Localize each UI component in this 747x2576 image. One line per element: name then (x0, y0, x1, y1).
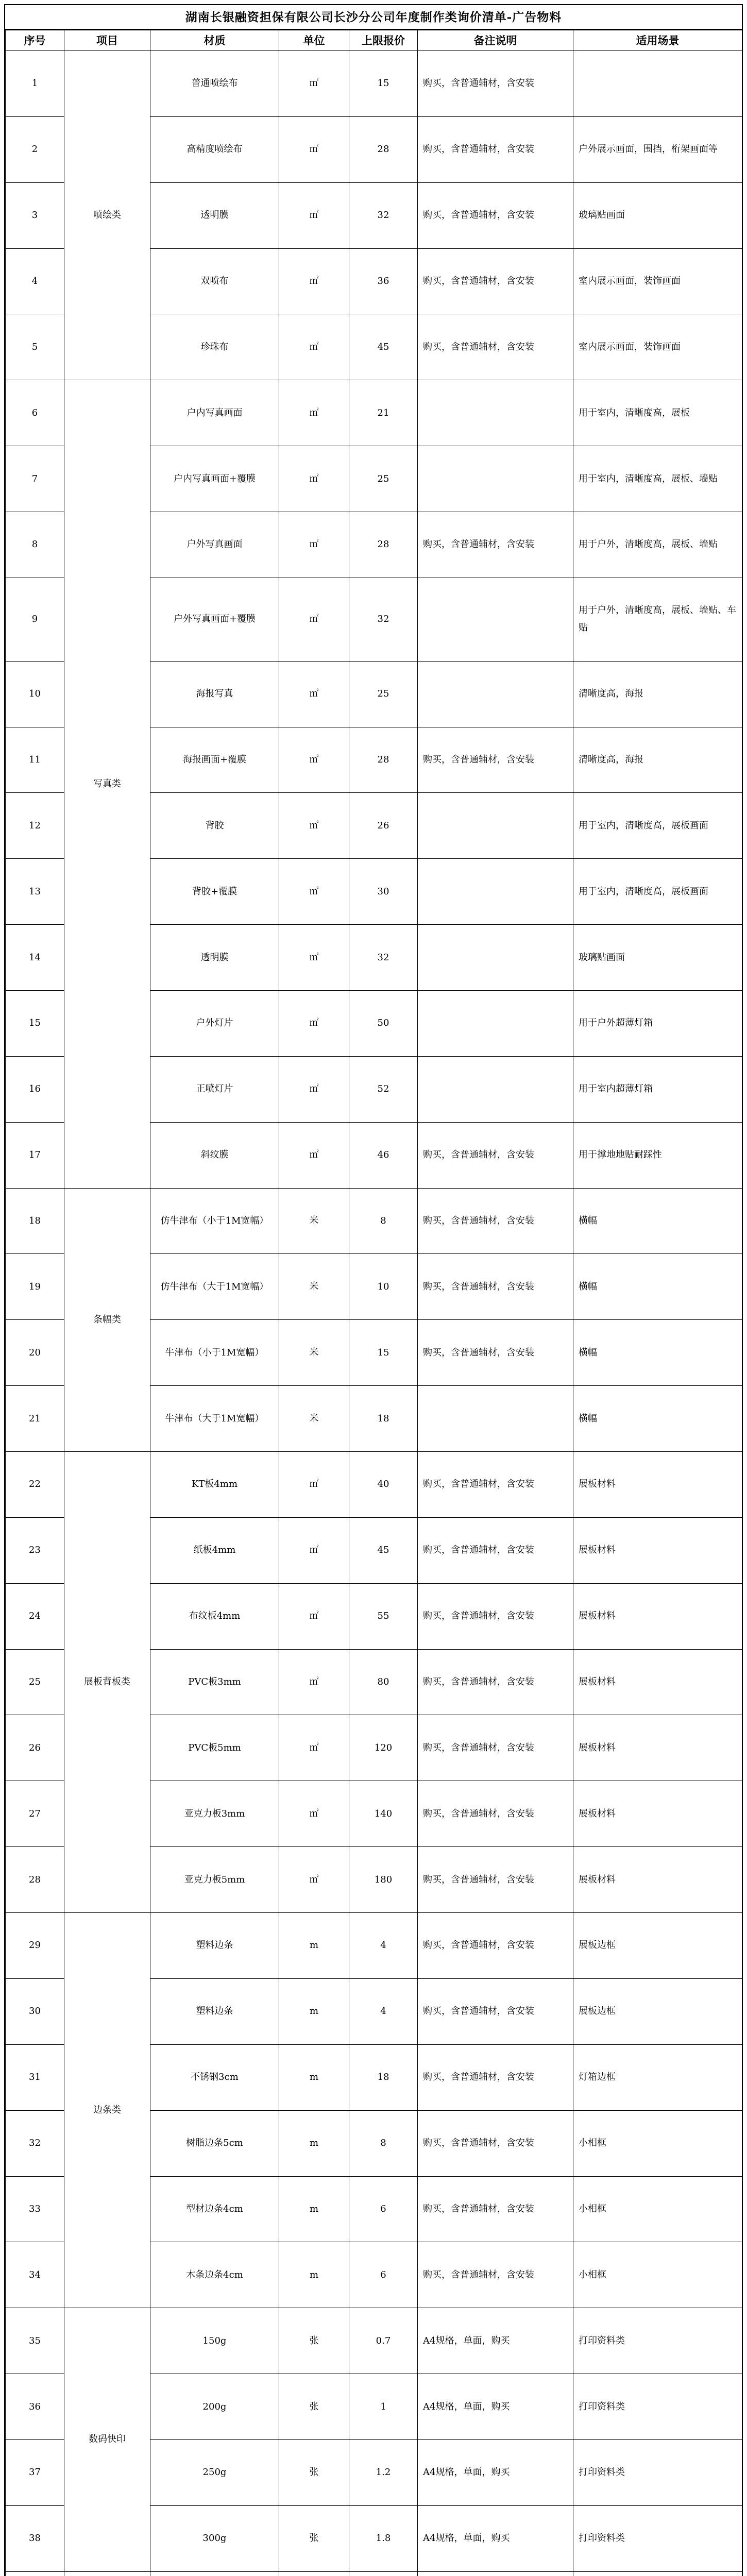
cell-unit: ㎡ (279, 1781, 349, 1847)
cell-remark (418, 2571, 573, 2576)
cell-price: 25 (349, 446, 418, 512)
cell-price: 28 (349, 512, 418, 578)
cell-no: 16 (6, 1056, 64, 1122)
price-table (5, 30, 742, 2576)
cell-no: 24 (6, 1583, 64, 1649)
cell-price: 4 (349, 1978, 418, 2044)
cell-scene: 展板边框 (573, 1913, 742, 1979)
cell-unit: ㎡ (279, 991, 349, 1057)
cell-scene: 室内展示画面，装饰画面 (573, 248, 742, 314)
cell-scene: 打印资料类 (573, 2439, 742, 2505)
cell-material: 背胶 (150, 793, 279, 859)
cell-scene: 用于室内，清晰度高，展板、墙贴 (573, 446, 742, 512)
cell-price: 80 (349, 1649, 418, 1715)
cell-category: 条幅类 (64, 1188, 150, 1451)
cell-no: 26 (6, 1715, 64, 1781)
cell-price: 8 (349, 2110, 418, 2176)
cell-unit: ㎡ (279, 793, 349, 859)
cell-remark: 购买，含普通辅材，含安装 (418, 1847, 573, 1913)
cell-remark (418, 793, 573, 859)
cell-no: 33 (6, 2176, 64, 2242)
cell-material: 正喷灯片 (150, 1056, 279, 1122)
cell-material: PVC板5mm (150, 1715, 279, 1781)
cell-scene: 用于室内超薄灯箱 (573, 1056, 742, 1122)
cell-material: 海报画面+覆膜 (150, 727, 279, 793)
cell-material: PVC板3mm (150, 1649, 279, 1715)
cell-material: 布纹板4mm (150, 1583, 279, 1649)
cell-no: 9 (6, 578, 64, 661)
cell-scene: 展板材料 (573, 1452, 742, 1518)
cell-scene: 横幅 (573, 1386, 742, 1452)
cell-price: 28 (349, 727, 418, 793)
cell-price: 26 (349, 793, 418, 859)
cell-no: 2 (6, 116, 64, 182)
cell-unit: 张 (279, 2505, 349, 2571)
cell-no: 18 (6, 1188, 64, 1254)
cell-material: 海报写真 (150, 661, 279, 727)
cell-material: KT板4mm (150, 1452, 279, 1518)
cell-unit: m (279, 2176, 349, 2242)
cell-remark: 购买，含普通辅材，含安装 (418, 1978, 573, 2044)
cell-unit: m (279, 2044, 349, 2110)
cell-no: 21 (6, 1386, 64, 1452)
cell-remark (418, 578, 573, 661)
cell-price: 4 (349, 1913, 418, 1979)
cell-remark: 购买，含普通辅材，含安装 (418, 1715, 573, 1781)
cell-unit: ㎡ (279, 1122, 349, 1188)
cell-material: 200g (150, 2374, 279, 2440)
cell-price: 15 (349, 1320, 418, 1386)
cell-no: 31 (6, 2044, 64, 2110)
cell-scene: 玻璃贴画面 (573, 182, 742, 248)
cell-remark: 购买，含普通辅材，含安装 (418, 51, 573, 117)
cell-material: 250g (150, 2439, 279, 2505)
cell-price: 52 (349, 1056, 418, 1122)
cell-scene: 打印资料类 (573, 2308, 742, 2374)
cell-no: 30 (6, 1978, 64, 2044)
cell-price: 1.2 (349, 2439, 418, 2505)
cell-no: 14 (6, 925, 64, 991)
cell-unit: ㎡ (279, 380, 349, 446)
cell-scene: 清晰度高，海报 (573, 727, 742, 793)
header-material: 材质 (150, 30, 279, 51)
cell-no (6, 2571, 64, 2576)
cell-price: 180 (349, 1847, 418, 1913)
cell-scene: 用于户外，清晰度高，展板、墙贴 (573, 512, 742, 578)
cell-price: 46 (349, 1122, 418, 1188)
price-sheet (4, 4, 743, 2576)
cell-no: 6 (6, 380, 64, 446)
cell-material: 背胶+覆膜 (150, 859, 279, 925)
cell-unit: ㎡ (279, 1715, 349, 1781)
table-row (6, 2308, 742, 2374)
cell-price: 0.7 (349, 2308, 418, 2374)
cell-scene: 清晰度高，海报 (573, 661, 742, 727)
cell-material: 仿牛津布（小于1M宽幅） (150, 1188, 279, 1254)
cell-price: 140 (349, 1781, 418, 1847)
cell-unit: ㎡ (279, 859, 349, 925)
header-no: 序号 (6, 30, 64, 51)
cell-no: 25 (6, 1649, 64, 1715)
cell-no: 1 (6, 51, 64, 117)
cell-price: 15 (349, 51, 418, 117)
cell-material: 珍珠布 (150, 314, 279, 380)
cell-remark: 购买，含普通辅材，含安装 (418, 1649, 573, 1715)
table-row (6, 51, 742, 117)
cell-remark (418, 991, 573, 1057)
cell-material: 牛津布（大于1M宽幅） (150, 1386, 279, 1452)
cell-price: 18 (349, 1386, 418, 1452)
cell-remark (418, 661, 573, 727)
cell-scene: 用于室内，清晰度高，展板画面 (573, 793, 742, 859)
cell-scene: 小相框 (573, 2242, 742, 2308)
table-row (6, 1913, 742, 1979)
cell-scene: 室内展示画面，装饰画面 (573, 314, 742, 380)
cell-unit: ㎡ (279, 116, 349, 182)
table-row (6, 1452, 742, 1518)
cell-price: 120 (349, 1715, 418, 1781)
cell-material: 户外写真画面+覆膜 (150, 578, 279, 661)
cell-no: 13 (6, 859, 64, 925)
cell-category (64, 2571, 150, 2576)
cell-category: 写真类 (64, 380, 150, 1188)
cell-remark: 购买，含普通辅材，含安装 (418, 1913, 573, 1979)
table-row (6, 1188, 742, 1254)
cell-price: 18 (349, 2044, 418, 2110)
cell-material: 普通喷绘布 (150, 51, 279, 117)
cell-price: 36 (349, 248, 418, 314)
cell-scene: 小相框 (573, 2110, 742, 2176)
cell-remark: 购买，含普通辅材，含安装 (418, 314, 573, 380)
cell-unit: ㎡ (279, 727, 349, 793)
cell-unit: ㎡ (279, 314, 349, 380)
cell-remark (418, 1386, 573, 1452)
cell-scene: 小相框 (573, 2176, 742, 2242)
cell-no: 19 (6, 1254, 64, 1320)
cell-remark: 购买，含普通辅材，含安装 (418, 182, 573, 248)
cell-category: 展板背板类 (64, 1452, 150, 1913)
cell-no: 38 (6, 2505, 64, 2571)
cell-remark (418, 859, 573, 925)
cell-price: 32 (349, 182, 418, 248)
cell-material: 型材边条4cm (150, 2176, 279, 2242)
header-remark: 备注说明 (418, 30, 573, 51)
cell-unit: 米 (279, 1386, 349, 1452)
cell-material (150, 2571, 279, 2576)
cell-remark: 购买，含普通辅材，含安装 (418, 1122, 573, 1188)
cell-unit: ㎡ (279, 446, 349, 512)
cell-unit: 米 (279, 1320, 349, 1386)
cell-material: 户外灯片 (150, 991, 279, 1057)
cell-scene: 用于室内，清晰度高，展板 (573, 380, 742, 446)
cell-no: 17 (6, 1122, 64, 1188)
cell-price: 50 (349, 991, 418, 1057)
cell-unit: ㎡ (279, 248, 349, 314)
cell-scene: 展板边框 (573, 1978, 742, 2044)
cell-scene: 用于室内，清晰度高，展板画面 (573, 859, 742, 925)
cell-price: 1 (349, 2374, 418, 2440)
cell-remark: A4规格，单面，购买 (418, 2374, 573, 2440)
cell-scene: 用于撑地地贴耐踩性 (573, 1122, 742, 1188)
document-title: 湖南长银融资担保有限公司长沙分公司年度制作类询价清单-广告物料 (5, 5, 742, 30)
cell-material: 150g (150, 2308, 279, 2374)
cell-remark: 购买，含普通辅材，含安装 (418, 2110, 573, 2176)
cell-scene: 横幅 (573, 1320, 742, 1386)
cell-material: 300g (150, 2505, 279, 2571)
cell-no: 29 (6, 1913, 64, 1979)
cell-no: 5 (6, 314, 64, 380)
cell-unit: ㎡ (279, 1056, 349, 1122)
cell-no: 11 (6, 727, 64, 793)
cell-price: 45 (349, 314, 418, 380)
cell-remark: 购买，含普通辅材，含安装 (418, 2044, 573, 2110)
cell-price: 1.8 (349, 2505, 418, 2571)
cell-unit: 张 (279, 2374, 349, 2440)
cell-material: 亚克力板5mm (150, 1847, 279, 1913)
cell-remark (418, 380, 573, 446)
cell-scene: 展板材料 (573, 1715, 742, 1781)
cell-material: 户内写真画面 (150, 380, 279, 446)
table-row (6, 380, 742, 446)
cell-material: 透明膜 (150, 925, 279, 991)
cell-no: 35 (6, 2308, 64, 2374)
cell-price: 21 (349, 380, 418, 446)
cell-unit: ㎡ (279, 925, 349, 991)
cell-scene: 用于户外超薄灯箱 (573, 991, 742, 1057)
cell-price: 55 (349, 1583, 418, 1649)
cell-material: 塑料边条 (150, 1978, 279, 2044)
cell-scene (573, 51, 742, 117)
cell-unit: 米 (279, 1188, 349, 1254)
cell-material: 亚克力板3mm (150, 1781, 279, 1847)
cell-scene: 打印资料类 (573, 2505, 742, 2571)
cell-remark: 购买，含普通辅材，含安装 (418, 1254, 573, 1320)
cell-remark: 购买，含普通辅材，含安装 (418, 512, 573, 578)
cell-material: 斜纹膜 (150, 1122, 279, 1188)
cell-unit: m (279, 1978, 349, 2044)
cell-category: 边条类 (64, 1913, 150, 2308)
cell-price: 25 (349, 661, 418, 727)
cell-no: 8 (6, 512, 64, 578)
cell-remark: 购买，含普通辅材，含安装 (418, 1583, 573, 1649)
cell-material: 树脂边条5cm (150, 2110, 279, 2176)
cell-unit: 张 (279, 2308, 349, 2374)
cell-no: 27 (6, 1781, 64, 1847)
cell-material: 不锈钢3cm (150, 2044, 279, 2110)
cell-price: 8 (349, 1188, 418, 1254)
cell-unit: ㎡ (279, 661, 349, 727)
cell-remark: 购买，含普通辅材，含安装 (418, 1452, 573, 1518)
cell-remark: 购买，含普通辅材，含安装 (418, 727, 573, 793)
cell-remark: 购买，含普通辅材，含安装 (418, 1517, 573, 1583)
header-row (6, 30, 742, 51)
cell-price: 10 (349, 1254, 418, 1320)
cell-remark (418, 925, 573, 991)
cell-scene (573, 2571, 742, 2576)
cell-price: 6 (349, 2242, 418, 2308)
header-category: 项目 (64, 30, 150, 51)
cell-price (349, 2571, 418, 2576)
cell-scene: 展板材料 (573, 1583, 742, 1649)
header-unit: 单位 (279, 30, 349, 51)
cell-unit: ㎡ (279, 1517, 349, 1583)
cell-material: 塑料边条 (150, 1913, 279, 1979)
cell-remark: A4规格，单面，购买 (418, 2439, 573, 2505)
cell-no: 10 (6, 661, 64, 727)
cell-remark: 购买，含普通辅材，含安装 (418, 248, 573, 314)
cell-no: 7 (6, 446, 64, 512)
cell-price: 45 (349, 1517, 418, 1583)
cell-unit: ㎡ (279, 1452, 349, 1518)
cell-remark (418, 446, 573, 512)
cell-unit: ㎡ (279, 182, 349, 248)
table-row (6, 2571, 742, 2576)
cell-unit: m (279, 1913, 349, 1979)
cell-remark: A4规格，单面，购买 (418, 2505, 573, 2571)
cell-category: 喷绘类 (64, 51, 150, 380)
cell-unit: ㎡ (279, 1847, 349, 1913)
table-body (6, 51, 742, 2576)
cell-scene: 玻璃贴画面 (573, 925, 742, 991)
cell-remark: 购买，含普通辅材，含安装 (418, 1781, 573, 1847)
cell-price: 6 (349, 2176, 418, 2242)
cell-remark (418, 1056, 573, 1122)
cell-no: 22 (6, 1452, 64, 1518)
cell-scene: 展板材料 (573, 1847, 742, 1913)
cell-price: 40 (349, 1452, 418, 1518)
cell-no: 37 (6, 2439, 64, 2505)
cell-no: 28 (6, 1847, 64, 1913)
cell-unit: ㎡ (279, 578, 349, 661)
cell-unit: ㎡ (279, 1649, 349, 1715)
cell-material: 透明膜 (150, 182, 279, 248)
cell-no: 20 (6, 1320, 64, 1386)
cell-price: 32 (349, 578, 418, 661)
cell-scene: 横幅 (573, 1254, 742, 1320)
cell-material: 高精度喷绘布 (150, 116, 279, 182)
cell-remark: 购买，含普通辅材，含安装 (418, 2176, 573, 2242)
cell-material: 户外写真画面 (150, 512, 279, 578)
header-scene: 适用场景 (573, 30, 742, 51)
cell-unit: 张 (279, 2439, 349, 2505)
cell-material: 户内写真画面+覆膜 (150, 446, 279, 512)
cell-remark: 购买，含普通辅材，含安装 (418, 116, 573, 182)
cell-remark: 购买，含普通辅材，含安装 (418, 1188, 573, 1254)
cell-scene: 横幅 (573, 1188, 742, 1254)
cell-scene: 用于户外，清晰度高，展板、墙贴、车贴 (573, 578, 742, 661)
cell-no: 3 (6, 182, 64, 248)
cell-unit: ㎡ (279, 512, 349, 578)
cell-unit: ㎡ (279, 1583, 349, 1649)
cell-no: 23 (6, 1517, 64, 1583)
cell-material: 木条边条4cm (150, 2242, 279, 2308)
cell-no: 12 (6, 793, 64, 859)
cell-unit: m (279, 2242, 349, 2308)
cell-no: 34 (6, 2242, 64, 2308)
cell-unit: 米 (279, 1254, 349, 1320)
cell-remark: 购买，含普通辅材，含安装 (418, 2242, 573, 2308)
cell-material: 仿牛津布（大于1M宽幅） (150, 1254, 279, 1320)
cell-price: 30 (349, 859, 418, 925)
cell-scene: 展板材料 (573, 1517, 742, 1583)
cell-unit (279, 2571, 349, 2576)
cell-scene: 灯箱边框 (573, 2044, 742, 2110)
cell-no: 32 (6, 2110, 64, 2176)
cell-unit: m (279, 2110, 349, 2176)
cell-unit: ㎡ (279, 51, 349, 117)
cell-category: 数码快印 (64, 2308, 150, 2571)
cell-price: 32 (349, 925, 418, 991)
cell-price: 28 (349, 116, 418, 182)
cell-no: 15 (6, 991, 64, 1057)
cell-no: 36 (6, 2374, 64, 2440)
header-price: 上限报价 (349, 30, 418, 51)
cell-material: 双喷布 (150, 248, 279, 314)
cell-material: 牛津布（小于1M宽幅） (150, 1320, 279, 1386)
cell-no: 4 (6, 248, 64, 314)
cell-remark: A4规格，单面，购买 (418, 2308, 573, 2374)
cell-remark: 购买，含普通辅材，含安装 (418, 1320, 573, 1386)
cell-material: 纸板4mm (150, 1517, 279, 1583)
cell-scene: 展板材料 (573, 1781, 742, 1847)
cell-scene: 展板材料 (573, 1649, 742, 1715)
cell-scene: 户外展示画面，围挡，桁架画面等 (573, 116, 742, 182)
cell-scene: 打印资料类 (573, 2374, 742, 2440)
